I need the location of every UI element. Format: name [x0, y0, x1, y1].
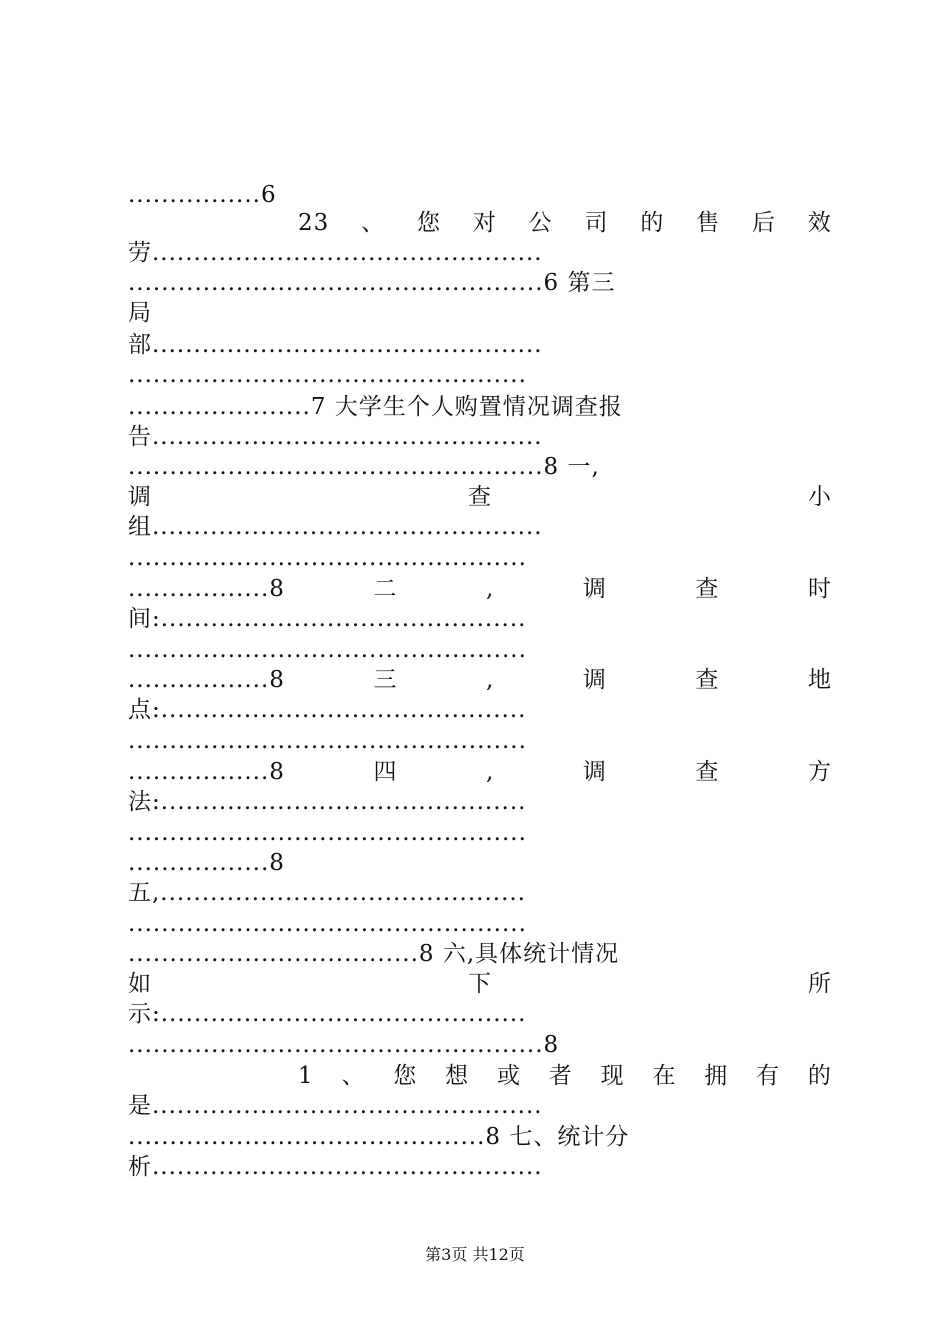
toc-line: ......................7 大学生个人购置情况调查报	[128, 394, 623, 420]
toc-token: ,	[486, 576, 495, 602]
toc-line	[128, 482, 832, 512]
toc-token: .................8	[128, 576, 285, 602]
toc-line: 间:............................................	[128, 606, 527, 632]
page-footer: 第3页 共12页	[425, 1245, 525, 1264]
toc-line: 劳...............................................	[128, 240, 543, 266]
toc-token: .................8	[128, 759, 285, 785]
toc-line: 局	[128, 300, 152, 326]
toc-line: ................................................	[128, 545, 527, 571]
toc-token: 公	[528, 210, 553, 236]
toc-line: 点:............................................	[128, 697, 527, 723]
toc-token: 所	[808, 971, 832, 997]
toc-token: 调	[582, 667, 607, 693]
toc-token: 如	[128, 971, 152, 997]
toc-token: 三	[373, 667, 398, 693]
toc-token: 下	[468, 971, 492, 997]
toc-token: 查	[468, 484, 492, 510]
toc-line: ..................................................6 第三	[128, 270, 616, 296]
toc-token: 1	[298, 1063, 314, 1089]
toc-token: 查	[695, 576, 720, 602]
toc-line: .................8	[128, 850, 285, 876]
toc-token: 、	[361, 210, 386, 236]
toc-line	[128, 757, 832, 787]
toc-line	[128, 665, 832, 695]
toc-token: .................8	[128, 667, 285, 693]
toc-line: 示:............................................	[128, 1001, 527, 1027]
toc-line: ..................................................8 一,	[128, 454, 600, 480]
toc-token: 对	[472, 210, 497, 236]
toc-token: 的	[640, 210, 665, 236]
toc-token: 四	[373, 759, 398, 785]
toc-line: ...................................8 六,具体统计情况	[128, 941, 620, 967]
toc-token: 司	[584, 210, 609, 236]
toc-token: ,	[486, 759, 495, 785]
toc-line: ................................................	[128, 911, 527, 937]
toc-line: ................................................	[128, 362, 527, 388]
toc-token: 的	[807, 1063, 832, 1089]
toc-line	[128, 969, 832, 999]
toc-token: 或	[496, 1063, 521, 1089]
toc-line: 是...............................................	[128, 1093, 543, 1119]
toc-token: 调	[582, 759, 607, 785]
toc-token: 效	[807, 210, 832, 236]
toc-line: ................................................	[128, 637, 527, 663]
toc-token: 现	[600, 1063, 625, 1089]
toc-line: 析...............................................	[128, 1154, 543, 1180]
toc-token: 调	[128, 484, 152, 510]
toc-token: 在	[652, 1063, 677, 1089]
toc-token: 售	[696, 210, 721, 236]
toc-token: 查	[695, 667, 720, 693]
toc-token: 您	[393, 1063, 418, 1089]
toc-line: ...........................................8 七、统计分	[128, 1124, 630, 1150]
toc-token: 、	[341, 1063, 366, 1089]
toc-line	[128, 574, 832, 604]
toc-token: 拥	[704, 1063, 729, 1089]
toc-token: 二	[373, 576, 398, 602]
toc-token: 调	[582, 576, 607, 602]
toc-line: ................................................	[128, 728, 527, 754]
toc-token: 后	[752, 210, 777, 236]
toc-line: ................6	[128, 182, 277, 208]
toc-line: 五,............................................	[128, 880, 526, 906]
toc-token: 地	[807, 667, 832, 693]
toc-token: ,	[486, 667, 495, 693]
toc-line: 告...............................................	[128, 424, 543, 450]
toc-line: 组...............................................	[128, 514, 543, 540]
toc-line	[128, 1061, 832, 1091]
toc-token: 小	[808, 484, 832, 510]
toc-token: 时	[807, 576, 832, 602]
toc-token: 有	[756, 1063, 781, 1089]
toc-line: 法:............................................	[128, 789, 527, 815]
toc-token: 者	[548, 1063, 573, 1089]
toc-line	[128, 208, 832, 238]
toc-line: 部...............................................	[128, 332, 543, 358]
toc-token: 您	[416, 210, 441, 236]
toc-token: 方	[807, 759, 832, 785]
toc-token: 23	[298, 210, 330, 236]
toc-token: 想	[445, 1063, 470, 1089]
toc-line: ................................................	[128, 820, 527, 846]
toc-token: 查	[695, 759, 720, 785]
toc-line: ..................................................8	[128, 1032, 560, 1058]
